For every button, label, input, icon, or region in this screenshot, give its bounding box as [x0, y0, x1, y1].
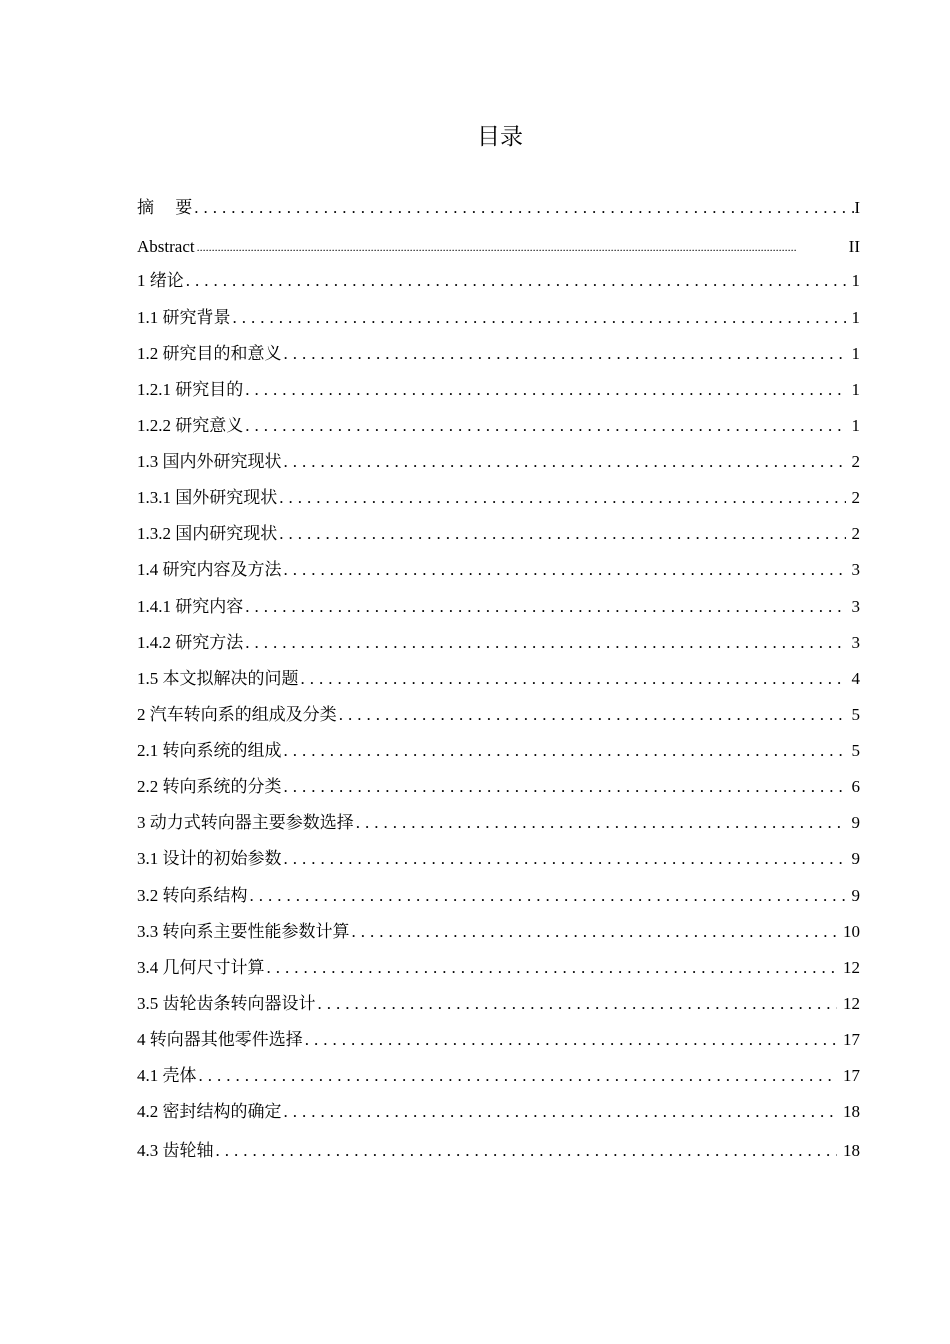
dot-leader [282, 776, 846, 798]
dot-leader [195, 236, 849, 258]
toc-entry[interactable] [137, 774, 860, 798]
toc-entry[interactable] [137, 919, 860, 943]
dot-leader [277, 487, 845, 509]
toc-entry[interactable] [137, 557, 860, 581]
toc-entry[interactable] [137, 485, 860, 509]
toc-entry[interactable] [137, 846, 860, 870]
toc-entry-page: 3 [851, 560, 860, 579]
toc-entry[interactable] [137, 991, 860, 1015]
toc-entry[interactable] [137, 1138, 860, 1162]
toc-entry-label: 3.1 设计的初始参数 [137, 849, 282, 868]
toc-entry-label: 1.1 研究背景 [137, 308, 231, 327]
toc-entry-page: 3 [851, 633, 860, 652]
dot-leader [282, 343, 846, 365]
toc-entry[interactable] [137, 1099, 860, 1123]
dot-leader [231, 307, 846, 329]
dot-leader [243, 596, 845, 618]
toc-entry-page: 1 [851, 344, 860, 363]
toc-entry-label: 2.1 转向系统的组成 [137, 741, 282, 760]
toc-entry-page: 1 [851, 271, 860, 290]
toc-entry-page: 12 [843, 994, 860, 1013]
toc-entry-page: II [848, 237, 860, 256]
toc-entry-label: 1 绪论 [137, 271, 184, 290]
dot-leader [282, 848, 846, 870]
dot-leader [243, 632, 845, 654]
toc-entry-label: Abstract [137, 237, 195, 256]
toc-entry[interactable] [137, 268, 860, 292]
toc-entry-page: 10 [843, 922, 860, 941]
toc-entry-label: 3.2 转向系结构 [137, 886, 248, 905]
dot-leader [282, 559, 846, 581]
toc-entry-label: 1.4.1 研究内容 [137, 597, 244, 616]
dot-leader [243, 379, 845, 401]
toc-entry-page: 12 [843, 958, 860, 977]
toc-entry[interactable] [137, 810, 860, 834]
toc-entry-page: 2 [851, 452, 860, 471]
dot-leader [243, 415, 845, 437]
toc-entry[interactable] [137, 195, 860, 219]
toc-entry-page: 2 [851, 524, 860, 543]
dot-leader [282, 451, 846, 473]
dot-leader [299, 668, 846, 690]
dot-leader [354, 812, 846, 834]
toc-entry-label: 1.3.1 国外研究现状 [137, 488, 278, 507]
toc-entry-label: 1.3.2 国内研究现状 [137, 524, 278, 543]
toc-entry-label: 4.3 齿轮轴 [137, 1141, 214, 1160]
toc-entry-label: 4 转向器其他零件选择 [137, 1030, 303, 1049]
toc-entry-page: 18 [843, 1141, 860, 1160]
toc-entry-page: 2 [851, 488, 860, 507]
toc-entry-label: 4.1 壳体 [137, 1066, 197, 1085]
toc-entry-label: 4.2 密封结构的确定 [137, 1102, 282, 1121]
toc-entry-label: 3.5 齿轮齿条转向器设计 [137, 994, 316, 1013]
toc-entry[interactable] [137, 666, 860, 690]
toc-entry-page: 6 [851, 777, 860, 796]
toc-entry[interactable] [137, 234, 860, 258]
dot-leader [303, 1029, 837, 1051]
toc-entry-label: 1.5 本文拟解决的问题 [137, 669, 299, 688]
toc-entry[interactable] [137, 702, 860, 726]
toc-entry-label: 1.4 研究内容及方法 [137, 560, 282, 579]
toc-entry-label: 2.2 转向系统的分类 [137, 777, 282, 796]
dot-leader [282, 1101, 838, 1123]
toc-entry[interactable] [137, 413, 860, 437]
toc-entry[interactable] [137, 377, 860, 401]
toc-entry-page: 1 [851, 380, 860, 399]
dot-leader [248, 885, 846, 907]
toc-entry[interactable] [137, 594, 860, 618]
toc-entry-label: 1.2 研究目的和意义 [137, 344, 282, 363]
dot-leader [192, 197, 854, 219]
toc-entry-page: 5 [851, 741, 860, 760]
toc-entry[interactable] [137, 1063, 860, 1087]
toc-entry-page: 4 [851, 669, 860, 688]
toc-entry-page: 17 [843, 1030, 860, 1049]
toc-entry[interactable] [137, 521, 860, 545]
dot-leader [214, 1140, 838, 1162]
dot-leader [316, 993, 838, 1015]
toc-entry[interactable] [137, 883, 860, 907]
toc-entry-label: 3.3 转向系主要性能参数计算 [137, 922, 350, 941]
toc-entry[interactable] [137, 630, 860, 654]
toc-entry-page: 9 [851, 849, 860, 868]
toc-entry-label: 3 动力式转向器主要参数选择 [137, 813, 354, 832]
dot-leader [197, 1065, 838, 1087]
toc-entry[interactable] [137, 341, 860, 365]
toc-entry-page: 9 [851, 886, 860, 905]
toc-entry-page: 5 [851, 705, 860, 724]
dot-leader [282, 740, 846, 762]
toc-entry-label: 1.2.2 研究意义 [137, 416, 244, 435]
toc-entry-label: 1.2.1 研究目的 [137, 380, 244, 399]
toc-entry-page: 18 [843, 1102, 860, 1121]
dot-leader [337, 704, 846, 726]
toc-entry-page: 9 [851, 813, 860, 832]
dot-leader [184, 270, 846, 292]
dot-leader [350, 921, 838, 943]
toc-entry-page: 1 [851, 308, 860, 327]
dot-leader [277, 523, 845, 545]
toc-entry-page: 1 [851, 416, 860, 435]
toc-entry-page: I [854, 198, 860, 217]
toc-entry[interactable] [137, 738, 860, 762]
toc-entry-label: 摘 要 [137, 198, 193, 217]
page-title: 目录 [477, 124, 523, 150]
toc-entry-label: 3.4 几何尺寸计算 [137, 958, 265, 977]
dot-leader [265, 957, 838, 979]
toc-entry[interactable] [137, 955, 860, 979]
toc-entry-page: 3 [851, 597, 860, 616]
toc-entry-label: 2 汽车转向系的组成及分类 [137, 705, 337, 724]
toc-entry-label: 1.4.2 研究方法 [137, 633, 244, 652]
toc-entry[interactable] [137, 1027, 860, 1051]
toc-entry[interactable] [137, 305, 860, 329]
toc-entry[interactable] [137, 449, 860, 473]
toc-entry-page: 17 [843, 1066, 860, 1085]
toc-entry-label: 1.3 国内外研究现状 [137, 452, 282, 471]
